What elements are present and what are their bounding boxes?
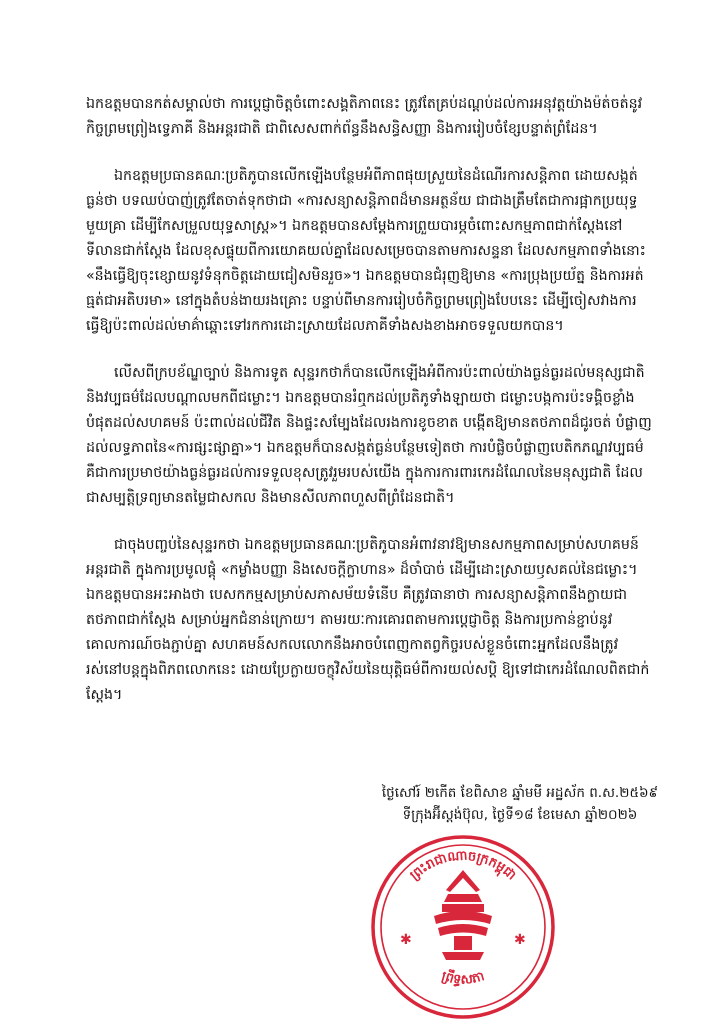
paragraph-1: ឯកឧត្តមបានកត់សម្គាល់ថា ការប្ដេជ្ញាចិត្តចំពោះសង្គតិភាពនេះ ត្រូវតែគ្រប់ដណ្ដប់ដល់ការអនុវត្តយ៉ាងម៉ត់ចត់នូវកិច្ចព្រមព្រៀងទ្វេភាគី និងអន្តរជាតិ ជាពិសេសពាក់ព័ន្ធនឹងសន្ធិសញ្ញា និងការរៀបចំខ្សែបន្ទាត់ព្រំដែន។ xyxy=(86,96,643,137)
svg-text:ព្រះរាជាណាចក្រកម្ពុជា xyxy=(407,848,518,883)
svg-text:✱: ✱ xyxy=(400,932,412,948)
seal-emblem xyxy=(400,870,526,960)
seal-top-text: ព្រះរាជាណាចក្រកម្ពុជា xyxy=(407,848,519,884)
svg-text:ព្រឹទ្ធសភា xyxy=(440,967,486,988)
paragraph-4: ជាចុងបញ្ចប់នៃសុន្ទរកថា ឯកឧត្តមប្រធានគណៈប្រតិភូបានអំពាវនាវឱ្យមានសកម្មភាពសម្រាប់សហគមន៍អន្តរជាតិ ក្នុងការប្រមូលផ្ដុំ «កម្លាំងបញ្ញា និងសេចក្ដីក្លាហាន» ដ៏ចាំបាច់ ដើម្បីដោះស្រាយឫសគល់នៃជម្លោះ។ ឯកឧត្តមបានអះអាងថា បេសកកម្មសម្រាប់សភាសម័យទំនើប គឺត្រូវធានាថា ការសន្យាសន្តិភាពនឹងក្លាយជាតថភាពជាក់ស្ដែង សម្រាប់អ្នកជំនាន់ក្រោយ។ តាមរយៈការគោរពតាមការប្ដេជ្ញាចិត្ត និងការប្រកាន់ខ្ជាប់នូវគោលការណ៍ចងភ្ជាប់គ្នា សហគមន៍សកលលោកនឹងអាចបំពេញកាតព្វកិច្ចរបស់ខ្លួនចំពោះអ្នកដែលនឹងត្រូវរស់នៅបន្តក្នុងពិភពលោកនេះ ដោយប្រែក្លាយចក្ខុវិស័យនៃយុត្តិធម៌ពីការយល់សប្តិ ឱ្យទៅជាកេរដំណែលពិតជាក់ស្ដែង។ xyxy=(86,537,650,703)
svg-text:✱: ✱ xyxy=(514,932,526,948)
paragraph-3: លើសពីក្របខ័ណ្ឌច្បាប់ និងការទូត សុន្ទរកថាក៏បានលើកឡើងអំពីការប៉ះពាល់យ៉ាងធ្ងន់ធ្ងរដល់មនុស្សជាតិ និងវប្បធម៌ដែលបណ្ដាលមកពីជម្លោះ។ ឯកឧត្តមបានរំឮកដល់ប្រតិភូទាំងឡាយថា ជម្លោះបង្កការប៉ះទង្គិចខ្លាំងបំផុតដល់សហគមន៍ ប៉ះពាល់ដល់ជីវិត និងផ្ទះសម្បែងដែលរងការខូចខាត បង្កើតឱ្យមានតថភាពដ៏ជូរចត់ បំផ្លាញដល់លទ្ធភាពនៃ«ការផ្សះផ្សាគ្នា»។ ឯកឧត្តមក៏បានសង្កត់ធ្ងន់បន្ថែមទៀតថា ការបំផ្លិចបំផ្លាញបេតិកភណ្ឌវប្បធម៌ គឺជាការប្រមាថយ៉ាងធ្ងន់ធ្ងរដល់ការទទួលខុសត្រូវរួមរបស់យើង ក្នុងការការពារកេរដំណែលនៃមនុស្សជាតិ ដែលជាសម្បត្តិទ្រព្យមានតម្លៃជាសកល និងមានសីលភាពហួសពីព្រំដែនជាតិ។ xyxy=(86,365,652,506)
date-lunar: ថ្ងៃសៅរ៍ ២កើត ខែពិសាខ ឆ្នាំមមី អដ្ឋស័ក ព.ស.២៥៦៩ xyxy=(381,785,659,801)
place-date: ទីក្រុងអ៊ីស្តង់ប៊ុល, ថ្ងៃទី១៨ ខែមេសា ឆ្នាំ២០២៦ xyxy=(402,807,638,823)
signature-block xyxy=(360,782,680,826)
seal-bottom-text: ព្រឹទ្ធសភា xyxy=(439,968,487,988)
paragraph-2: ឯកឧត្តមប្រធានគណៈប្រតិភូបានលើកឡើងបន្ថែមអំពីភាពផុយស្រួយនៃដំណើរការសន្តិភាព ដោយសង្កត់ធ្ងន់ថា បទឈប់បាញ់ត្រូវតែចាត់ទុកថាជា «ការសន្យាសន្តិភាពដ៏មានអត្ថន័យ ជាជាងត្រឹមតែជាការផ្អាកប្រយុទ្ធមួយគ្រា ដើម្បីកែសម្រួលយុទ្ធសាស្ត្រ»។ ឯកឧត្តមបានសម្ដែងការព្រួយបារម្ភចំពោះសកម្មភាពជាក់ស្ដែងនៅទីលានជាក់ស្ដែង ដែលខុសផ្ទុយពីការយោគយល់គ្នាដែលសម្រេចបានតាមការសន្ទនា ដែលសកម្មភាពទាំងនោះ «នឹងធ្វើឱ្យចុះខ្សោយនូវទំនុកចិត្តដោយជៀសមិនរួច»។ ឯកឧត្តមបានជំរុញឱ្យមាន «ការប្រុងប្រយ័ត្ន និងការអត់ធ្មត់ជាអតិបរមា» នៅក្នុងតំបន់ងាយរងគ្រោះ បន្ទាប់ពីមានការរៀបចំកិច្ចព្រមព្រៀងបែបនេះ ដើម្បីចៀសវាងការធ្វើឱ្យប៉ះពាល់ដល់មាគ៌ាឆ្ពោះទៅរកការដោះស្រាយដែលភាគីទាំងសងខាងអាចទទួលយកបាន។ xyxy=(86,168,646,334)
official-seal-stamp xyxy=(368,832,558,1022)
